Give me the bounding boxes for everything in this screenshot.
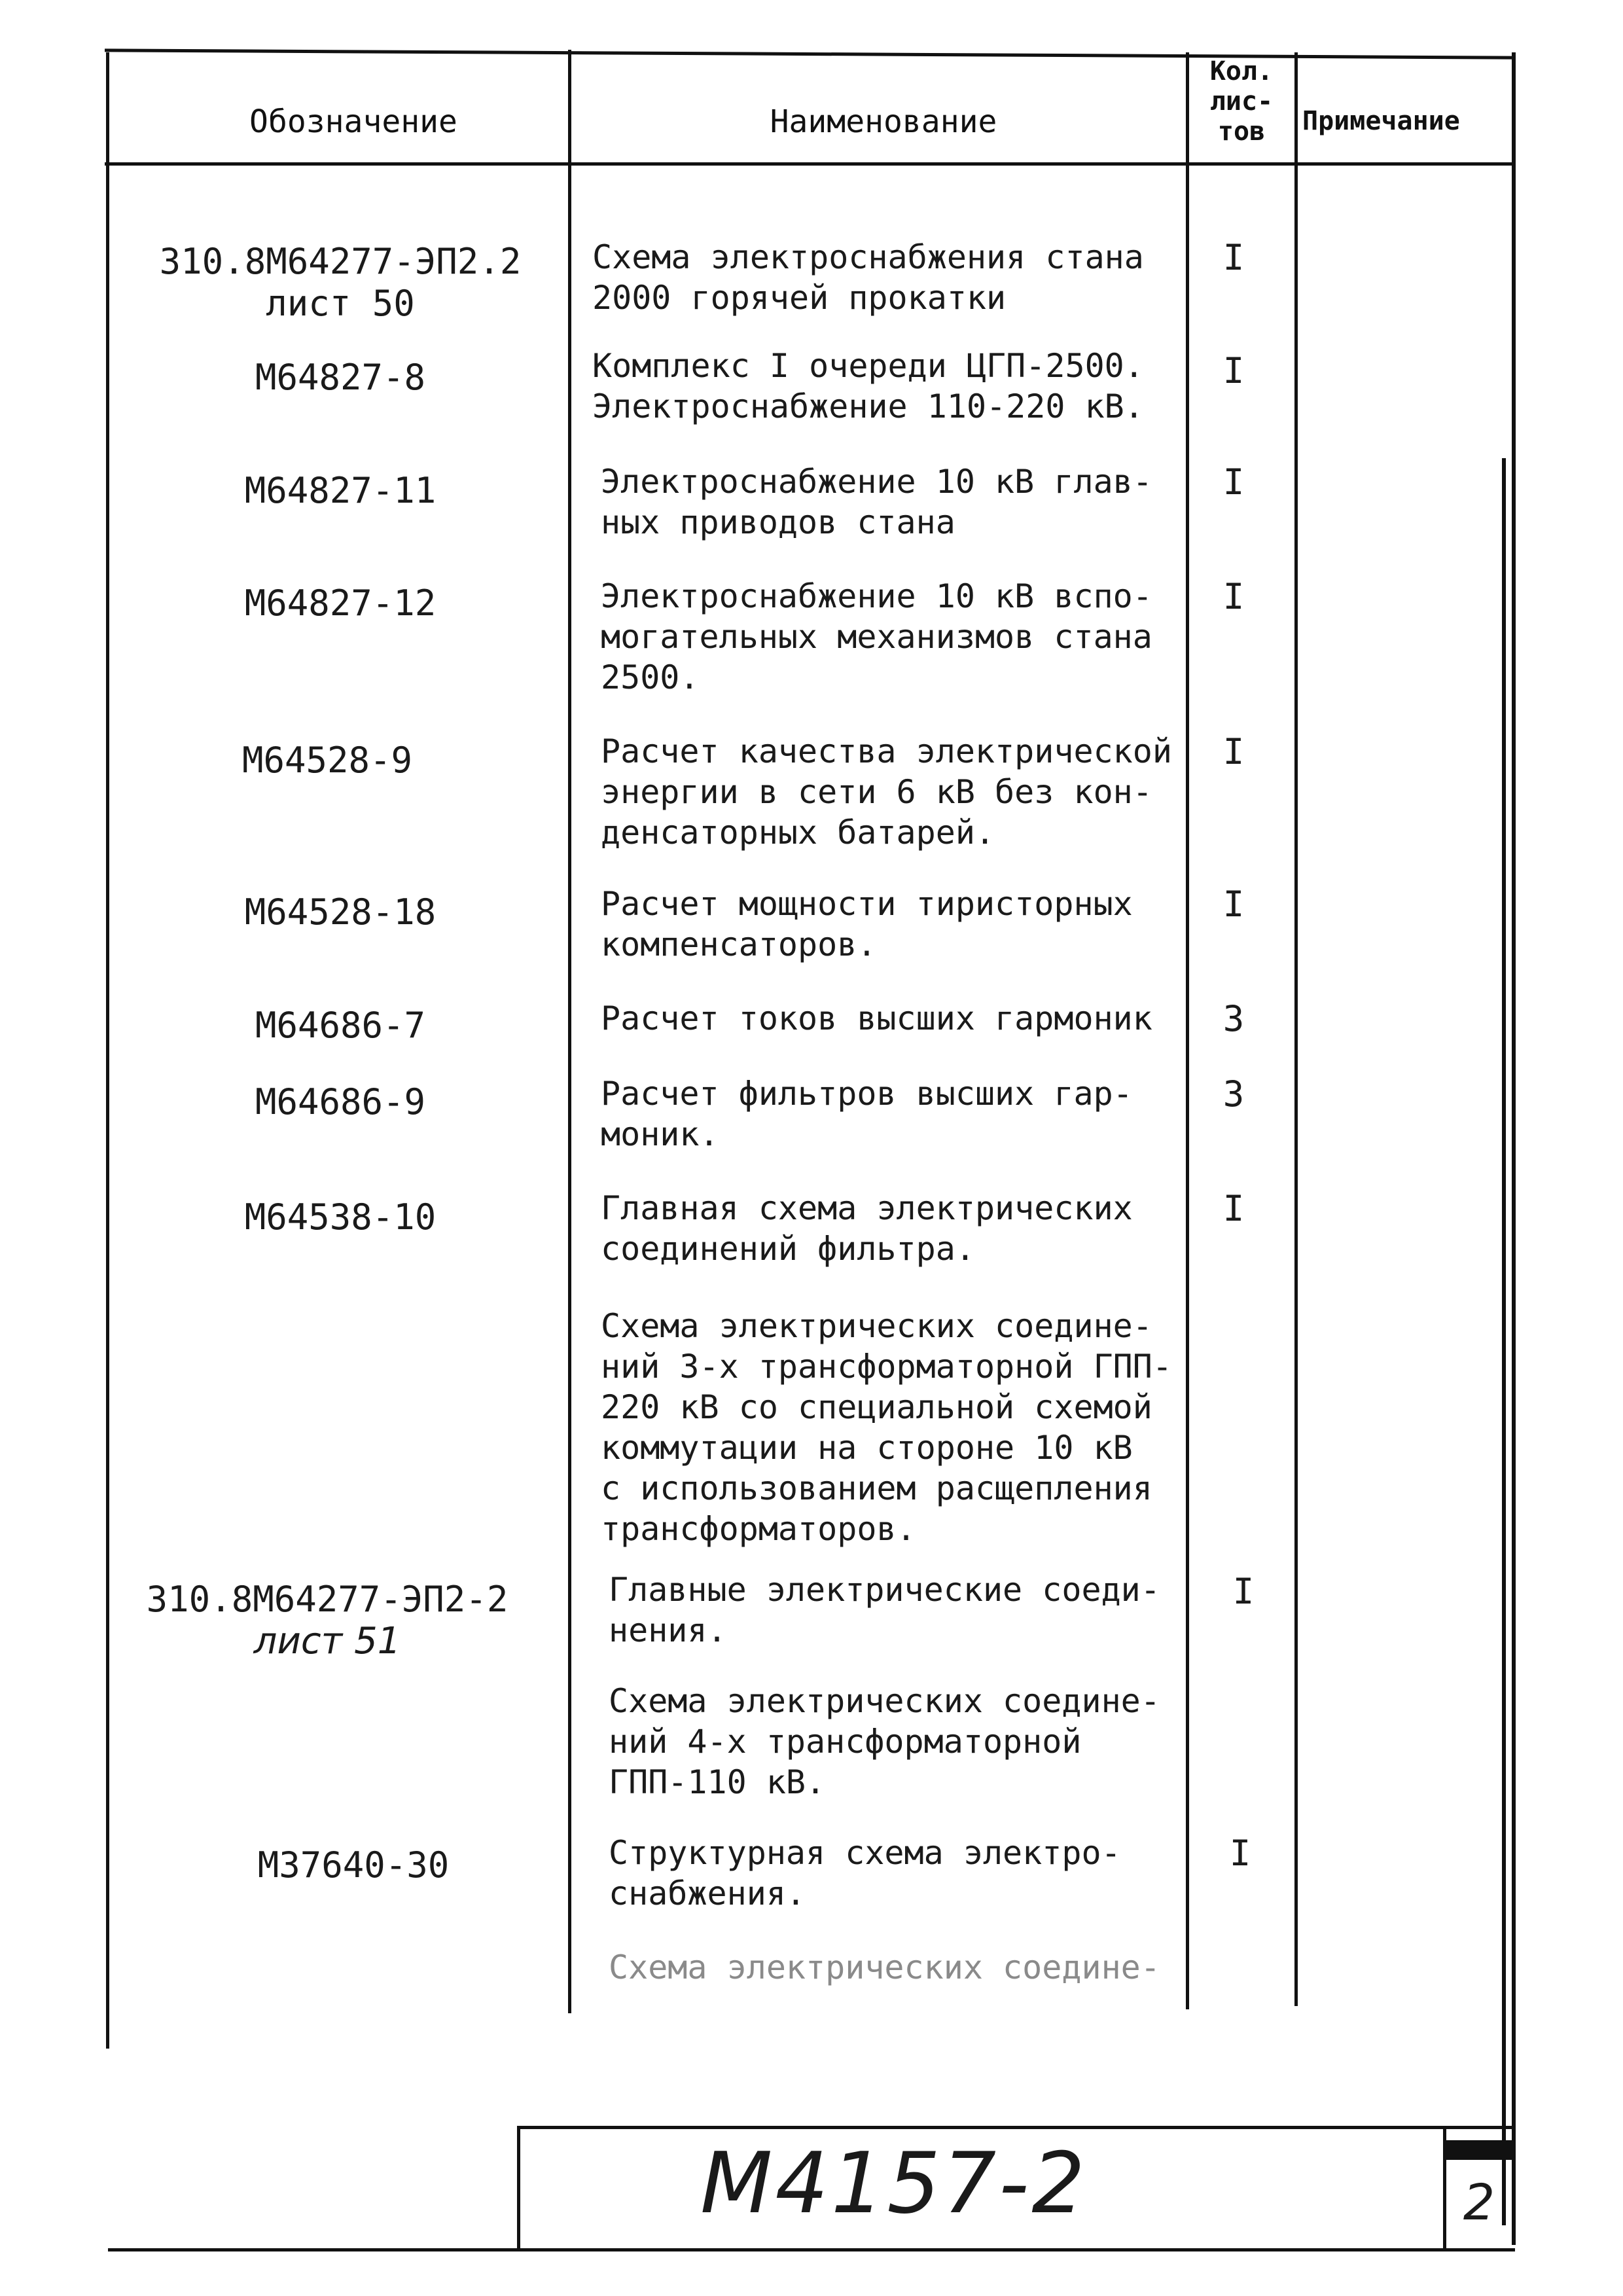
header-count-line-3: тов xyxy=(1217,117,1266,147)
header-notes: Примечание xyxy=(1302,106,1460,136)
row-4-name-line-2: могательных механизмов стана xyxy=(601,618,1152,656)
row-8-name-line-2: моник. xyxy=(601,1115,719,1153)
header-count-line-2: лис- xyxy=(1209,86,1274,117)
row-9-name xyxy=(601,1188,1190,1269)
row-6-name-line-2: компенсаторов. xyxy=(601,925,877,963)
row-13-name-line-2: снабжения. xyxy=(609,1874,806,1912)
row-6-name xyxy=(601,884,1190,965)
row-10-name-line-5: с использованием расщепления xyxy=(601,1469,1152,1507)
row-2-code-line-1: М64827-8 xyxy=(255,357,426,398)
right-border xyxy=(1512,52,1516,2245)
row-7-count: 3 xyxy=(1222,998,1245,1039)
row-11-name-line-1: Главные электрические соеди- xyxy=(609,1571,1160,1609)
row-7-name-line-1: Расчет токов высших гармоник xyxy=(601,999,1152,1037)
row-11-code-line-1: 310.8М64277-ЭП2-2 xyxy=(146,1579,508,1620)
row-11-code-line-2: лист 51 xyxy=(253,1620,401,1662)
row-2-name-line-1: Комплекс I очереди ЦГП-2500. xyxy=(592,347,1144,385)
row-13-code xyxy=(131,1844,576,1886)
row-5-code xyxy=(118,740,537,781)
row-6-code-line-1: М64528-18 xyxy=(244,891,437,933)
row-1-name-line-1: Схема электроснабжения стана xyxy=(592,238,1144,276)
row-3-code xyxy=(118,470,563,512)
row-8-name xyxy=(601,1073,1190,1155)
row-1-code-line-1: 310.8М64277-ЭП2.2 xyxy=(159,241,522,282)
row-9-code xyxy=(118,1196,563,1238)
row-1-code-line-2: лист 50 xyxy=(266,283,415,324)
row-5-name xyxy=(601,731,1190,853)
row-13-name xyxy=(609,1833,1198,1914)
stamp-top-line xyxy=(517,2126,1512,2129)
col-divider-1 xyxy=(568,50,571,2013)
row-3-code-line-1: М64827-11 xyxy=(244,470,437,511)
stamp-left-line xyxy=(517,2126,520,2250)
row-14-name xyxy=(609,1947,1198,1988)
row-4-name-line-1: Электроснабжение 10 кВ вспо- xyxy=(601,577,1152,615)
top-border xyxy=(105,48,1512,59)
row-12-name-line-1: Схема электрических соедине- xyxy=(609,1682,1160,1720)
row-12-name-line-3: ГПП-110 кВ. xyxy=(609,1763,826,1801)
row-9-name-line-1: Главная схема электрических xyxy=(601,1189,1133,1227)
row-5-name-line-3: денсаторных батарей. xyxy=(601,814,995,852)
row-4-code-line-1: М64827-12 xyxy=(244,583,437,624)
row-10-name-line-2: ний 3-х трансформаторной ГПП- xyxy=(601,1348,1172,1386)
row-11-code xyxy=(118,1579,537,1662)
row-7-name xyxy=(601,998,1190,1039)
row-7-code-line-1: М64686-7 xyxy=(255,1005,426,1046)
row-9-count: I xyxy=(1222,1188,1245,1229)
row-2-count: I xyxy=(1222,350,1245,391)
row-10-name xyxy=(601,1306,1190,1549)
row-14-name-line-1: Схема электрических соедине- xyxy=(609,1948,1160,1986)
row-5-name-line-1: Расчет качества электрической xyxy=(601,732,1172,770)
row-1-name-line-2: 2000 горячей прокатки xyxy=(592,279,1007,317)
row-10-name-line-1: Схема электрических соедине- xyxy=(601,1307,1152,1345)
row-13-code-line-1: М37640-30 xyxy=(257,1844,450,1886)
row-2-name xyxy=(592,346,1181,427)
row-10-name-line-6: трансформаторов. xyxy=(601,1510,916,1548)
row-1-code xyxy=(118,241,563,325)
row-3-count: I xyxy=(1222,461,1245,503)
row-11-name xyxy=(609,1570,1198,1651)
row-13-count: I xyxy=(1229,1833,1251,1874)
header-count xyxy=(1192,56,1291,147)
row-4-code xyxy=(118,583,563,624)
row-8-name-line-1: Расчет фильтров высших гар- xyxy=(601,1075,1133,1113)
row-2-name-line-2: Электроснабжение 110-220 кВ. xyxy=(592,387,1144,425)
row-5-count: I xyxy=(1222,731,1245,772)
row-11-name-line-2: нения. xyxy=(609,1611,727,1649)
row-10-name-line-3: 220 кВ со специальной схемой xyxy=(601,1388,1152,1426)
document-number: М4157-2 xyxy=(700,2135,1088,2233)
header-designation: Обозначение xyxy=(249,103,457,140)
header-count-line-1: Кол. xyxy=(1209,56,1274,86)
right-border-outer xyxy=(1502,458,1506,2225)
row-8-code xyxy=(118,1081,563,1123)
row-3-name-line-2: ных приводов стана xyxy=(601,503,955,541)
row-8-code-line-1: М64686-9 xyxy=(255,1081,426,1122)
col-divider-3 xyxy=(1294,52,1298,2006)
stamp-sheet-top xyxy=(1443,2140,1512,2160)
row-5-name-line-2: энергии в сети 6 кВ без кон- xyxy=(601,773,1152,811)
sheet-number: 2 xyxy=(1463,2173,1495,2231)
row-9-name-line-2: соединений фильтра. xyxy=(601,1230,975,1268)
row-7-code xyxy=(118,1005,563,1047)
row-1-name xyxy=(592,237,1181,318)
row-13-name-line-1: Структурная схема электро- xyxy=(609,1834,1121,1872)
row-8-count: 3 xyxy=(1222,1073,1245,1115)
row-12-name-line-2: ний 4-х трансформаторной xyxy=(609,1723,1082,1761)
header-bottom-line xyxy=(105,162,1512,166)
row-11-count: I xyxy=(1232,1571,1255,1612)
row-5-code-line-1: М64528-9 xyxy=(241,740,413,781)
row-3-name xyxy=(601,461,1190,543)
row-12-name xyxy=(609,1681,1198,1803)
row-6-count: I xyxy=(1222,884,1245,925)
row-6-name-line-1: Расчет мощности тиристорных xyxy=(601,885,1133,923)
stamp-bottom-line xyxy=(108,2248,1515,2251)
row-1-count: I xyxy=(1222,237,1245,278)
row-4-name xyxy=(601,576,1190,698)
row-10-name-line-4: коммутации на стороне 10 кВ xyxy=(601,1429,1133,1467)
row-4-count: I xyxy=(1222,576,1245,617)
row-6-code xyxy=(118,891,563,933)
left-border xyxy=(106,52,109,2049)
header-name: Наименование xyxy=(770,103,997,140)
row-2-code xyxy=(118,357,563,399)
row-9-code-line-1: М64538-10 xyxy=(244,1196,437,1238)
row-4-name-line-3: 2500. xyxy=(601,658,700,696)
row-3-name-line-1: Электроснабжение 10 кВ глав- xyxy=(601,463,1152,501)
